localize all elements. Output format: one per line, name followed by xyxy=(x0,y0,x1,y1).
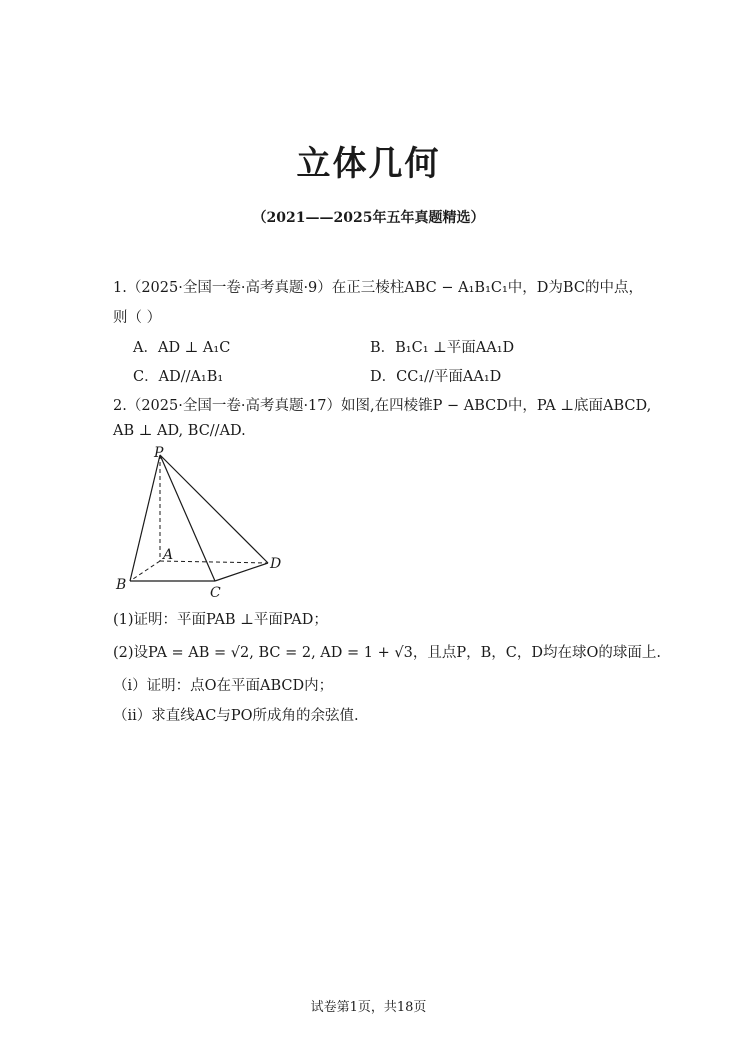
q1-option-d: D．CC₁//平面AA₁D xyxy=(370,369,502,385)
q1-option-b: B．B₁C₁ ⊥平面AA₁D xyxy=(370,340,515,356)
vertex-label-b: B xyxy=(116,577,127,593)
q1-stem-line1: 1.（2025·全国一卷·高考真题·9）在正三棱柱ABC − A₁B₁C₁中，D为BC的中点， xyxy=(113,280,643,296)
q2-part1: (1)证明：平面PAB ⊥平面PAD； xyxy=(113,612,328,628)
q2-stem-line2: AB ⊥ AD, BC//AD. xyxy=(113,423,246,439)
edge-ad-hidden xyxy=(160,561,268,563)
pyramid-figure xyxy=(110,443,310,603)
vertex-label-p: P xyxy=(154,445,164,461)
vertex-label-d: D xyxy=(270,556,282,572)
q2-sub-i: （i）证明：点O在平面ABCD内； xyxy=(113,678,334,694)
q2-stem-line1: 2.（2025·全国一卷·高考真题·17）如图,在四棱锥P − ABCD中，PA ⊥底面ABCD, xyxy=(113,398,652,414)
vertex-label-c: C xyxy=(210,585,221,601)
edge-cd xyxy=(215,563,268,581)
q2-part2: (2)设PA = AB = √2, BC = 2, AD = 1 + √3，且点P，B，C，D均在球O的球面上. xyxy=(113,645,661,661)
vertex-label-a: A xyxy=(163,547,174,563)
page-footer: 试卷第1页，共18页 xyxy=(310,1000,427,1015)
edge-pd xyxy=(160,455,268,563)
q1-option-a: A．AD ⊥ A₁C xyxy=(133,340,231,356)
page-title: 立体几何 xyxy=(296,144,441,184)
edge-pb xyxy=(130,455,160,581)
q1-stem-line2: 则（ ） xyxy=(113,310,162,326)
page-subtitle: （2021——2025年五年真题精选） xyxy=(252,210,485,226)
q2-sub-ii: （ii）求直线AC与PO所成角的余弦值. xyxy=(113,708,359,724)
q1-option-c: C．AD//A₁B₁ xyxy=(133,369,224,385)
